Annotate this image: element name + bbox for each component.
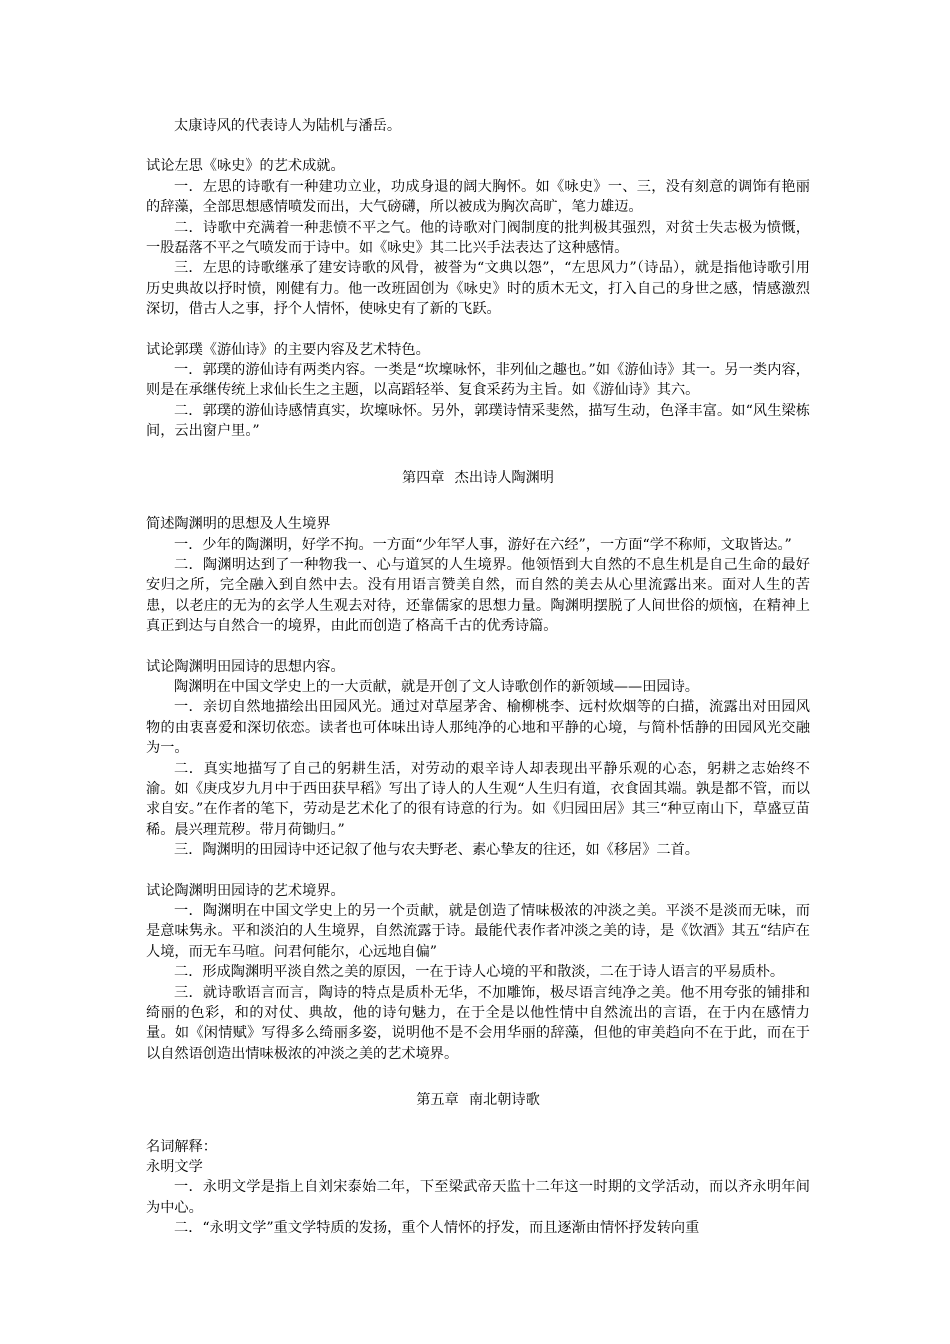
paragraph: 三．陶渊明的田园诗中还记叙了他与农夫野老、素心挚友的往还，如《移居》二首。 — [174, 842, 699, 859]
chapter-heading — [146, 1090, 810, 1110]
paragraph: 二．真实地描写了自己的躬耕生活，对劳动的艰辛诗人却表现出平静乐观的心态，躬耕之志始终不渝。如《庚戌岁九月中于西田获早稻》写出了诗人的人生观“人生归有道，衣食固其端。孰是都不管，而以求自安。”在作者的笔下，劳动是艺术化了的很有诗意的行为。如《归园田居》其三“种豆南山下，草盛豆苗稀。晨兴理荒秽。带月荷锄归。” — [146, 760, 810, 838]
paragraph: 三．就诗歌语言而言，陶诗的特点是质朴无华，不加雕饰，极尽语言纯净之美。他不用夸张的铺排和绮丽的色彩，和的对仗、典故，他的诗句魅力，在于全是以他性情中自然流出的言语，在于内在感情力量。如《闲情赋》写得多么绮丽多姿，说明他不是不会用华丽的辞藻，但他的审美趋向不在于此，而在于以自然语创造出情味极浓的冲淡之美的艺术境界。 — [146, 984, 810, 1062]
paragraph: 一．亲切自然地描绘出田园风光。通过对草屋茅舍、榆柳桃李、远村炊烟等的白描，流露出对田园风物的由衷喜爱和深切依恋。读者也可体味出诗人那纯净的心地和平静的心境，与简朴恬静的田园风光交融为一。 — [146, 699, 810, 757]
paragraph: 二．诗歌中充满着一种悲愤不平之气。他的诗歌对门阀制度的批判极其强烈，对贫士失志极为愤慨，一股磊落不平之气喷发而于诗中。如《咏史》其二比兴手法表达了这种感情。 — [146, 219, 810, 257]
terms-heading: 名词解释： — [146, 1138, 217, 1155]
section-title: 试论陶渊明田园诗的思想内容。 — [146, 658, 345, 675]
paragraph: 二．郭璞的游仙诗感情真实，坎壈咏怀。另外，郭璞诗情采斐然，描写生动，色泽丰富。如“风生梁栋间，云出窗户里。” — [146, 402, 810, 440]
paragraph: 二．形成陶渊明平淡自然之美的原因，一在于诗人心境的平和散淡，二在于诗人语言的平易质朴。 — [174, 964, 785, 981]
section-terms — [146, 1137, 810, 1239]
section-title: 试论郭璞《游仙诗》的主要内容及艺术特色。 — [146, 341, 430, 358]
paragraph: 陶渊明在中国文学史上的一大贡献，就是开创了文人诗歌创作的新领域——田园诗。 — [174, 678, 699, 695]
section-guopu — [146, 340, 810, 442]
paragraph: 二．陶渊明达到了一种物我一、心与道冥的人生境界。他领悟到大自然的不息生机是自己生命的最好安归之所，完全融入到自然中去。没有用语言赞美自然，而自然的美去从心里流露出来。面对人生的苦患，以老庄的无为的玄学人生观去对待，还靠儒家的思想力量。陶渊明摆脱了人间世俗的烦恼，在精神上真正到达与自然合一的境界，由此而创造了格高千古的优秀诗篇。 — [146, 556, 810, 635]
document-page — [146, 116, 810, 1239]
paragraph: 二．“永明文学”重文学特质的发扬，重个人情怀的抒发，而且逐渐由情怀抒发转向重 — [174, 1220, 700, 1237]
term-title: 永明文学 — [146, 1159, 203, 1176]
paragraph: 一．陶渊明在中国文学史上的另一个贡献，就是创造了情味极浓的冲淡之美。平淡不是淡而无味，而是意味隽永。平和淡泊的人生境界，自然流露于诗。最能代表作者冲淡之美的诗，是《饮酒》其五“结庐在人境，而无车马喧。问君何能尔，心远地自偏” — [146, 903, 810, 960]
intro-paragraph: 太康诗风的代表诗人为陆机与潘岳。 — [174, 118, 402, 134]
section-zuosi — [146, 156, 810, 319]
chapter-title: 杰出诗人陶渊明 — [454, 469, 554, 486]
chapter-number: 第五章 — [416, 1092, 459, 1109]
chapter-title: 南北朝诗歌 — [468, 1092, 540, 1109]
paragraph: 一．少年的陶渊明，好学不拘。一方面“少年罕人事，游好在六经”，一方面“学不称师，文取皆达。” — [174, 536, 792, 553]
paragraph: 一．左思的诗歌有一种建功立业，功成身退的阔大胸怀。如《咏史》一、三，没有刻意的调饰有艳丽的辞藻，全部思想感情喷发而出，大气磅礴，所以被成为胸次高旷，笔力雄迈。 — [146, 178, 810, 216]
chapter-number: 第四章 — [402, 469, 445, 486]
section-title: 简述陶渊明的思想及人生境界 — [146, 516, 331, 533]
section-title: 试论左思《咏史》的艺术成就。 — [146, 158, 345, 175]
section-tao-content — [146, 657, 810, 861]
chapter-heading — [146, 468, 810, 488]
paragraph: 一．永明文学是指上自刘宋泰始二年，下至梁武帝天监十二年这一时期的文学活动，而以齐永明年间为中心。 — [146, 1179, 810, 1216]
section-tao-thought — [146, 514, 810, 636]
paragraph: 一．郭璞的游仙诗有两类内容。一类是“坎壈咏怀，非列仙之趣也。”如《游仙诗》其一。另一类内容，则是在承继传统上求仙长生之主题，以高蹈轻举、复食采药为主旨。如《游仙诗》其六。 — [146, 362, 810, 399]
paragraph: 三．左思的诗歌继承了建安诗歌的风骨，被誉为“文典以怨”，“左思风力”（诗品），就是指他诗歌引用历史典故以抒时愤，刚健有力。他一改班固创为《咏史》时的质木无文，打入自己的身世之感，情感激烈深切，借古人之事，抒个人情怀，使咏史有了新的飞跃。 — [146, 260, 810, 318]
section-tao-art — [146, 881, 810, 1065]
section-title: 试论陶渊明田园诗的艺术境界。 — [146, 882, 345, 899]
